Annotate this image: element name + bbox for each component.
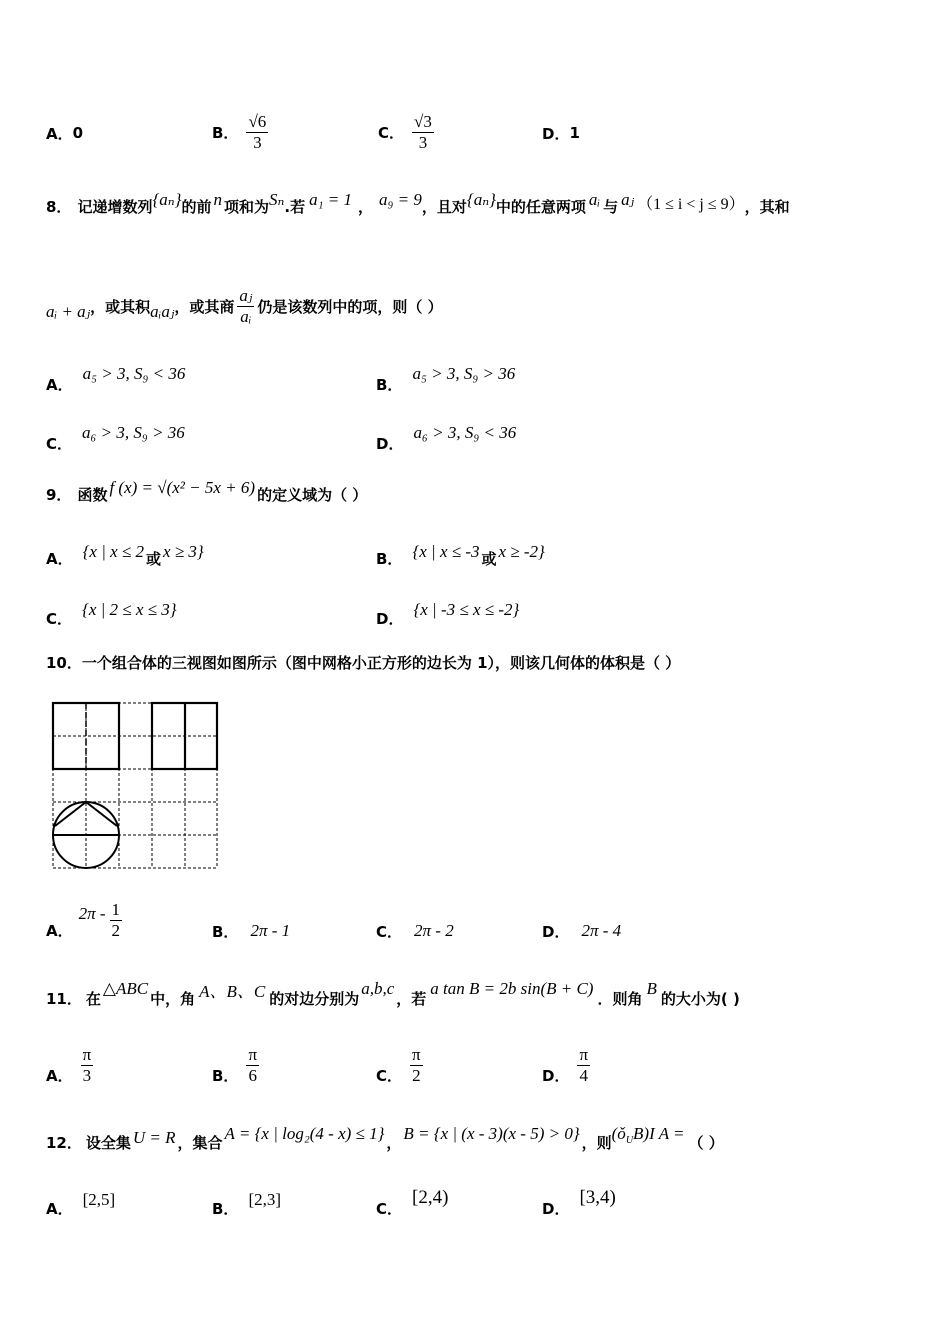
q8-text-3: 项和为 bbox=[223, 197, 269, 216]
q10-option-b bbox=[212, 916, 290, 946]
q9-number: 9． bbox=[46, 485, 72, 504]
q8-option-d bbox=[376, 415, 516, 451]
q10-option-d-value: 2π - 4 bbox=[581, 921, 622, 940]
q7-option-c bbox=[378, 102, 434, 162]
q8-product: aᵢaⱼ bbox=[150, 302, 175, 321]
q12-option-c-value: [2,4) bbox=[412, 1187, 449, 1208]
q8-option-b-value: a₅ > 3, S₉ > 36 bbox=[412, 364, 516, 383]
q10-option-c bbox=[376, 916, 454, 946]
q11-equation: a tan B = 2b sin(B + C) bbox=[430, 979, 594, 998]
q10-option-a-denominator: 2 bbox=[111, 920, 121, 940]
q8-ai: aᵢ bbox=[588, 190, 601, 209]
q12-stem bbox=[46, 1122, 724, 1162]
q9-option-a-label: A． bbox=[46, 549, 73, 568]
q12-comma: ， bbox=[386, 1133, 402, 1152]
q9-option-a bbox=[46, 534, 204, 570]
q8-text-1: 记递增数列 bbox=[77, 197, 153, 216]
q11-option-c bbox=[376, 1040, 423, 1090]
q12-text-2: ，集合 bbox=[177, 1133, 223, 1152]
q12-expression-sub: U bbox=[625, 1134, 634, 1146]
q11-stem bbox=[46, 978, 740, 1018]
q11-text-4: ，若 bbox=[396, 989, 427, 1008]
q8-option-a-value: a₅ > 3, S₉ < 36 bbox=[82, 364, 186, 383]
q11-option-b-numerator: π bbox=[248, 1044, 258, 1064]
q9-option-a-part1: {x | x ≤ 2 bbox=[82, 542, 145, 561]
q11-option-d-numerator: π bbox=[579, 1044, 589, 1064]
q9-option-c bbox=[46, 592, 177, 628]
q8-a1: a₁ = 1 bbox=[309, 190, 352, 209]
q12-text-1: 设全集 bbox=[85, 1133, 131, 1152]
q7-option-c-label: C． bbox=[378, 123, 405, 142]
q9-option-b-part1: {x | x ≤ -3 bbox=[412, 542, 480, 561]
q11-option-b-denominator: 6 bbox=[248, 1065, 257, 1085]
q12-text-3: ，则 bbox=[581, 1133, 612, 1152]
q10-stem bbox=[46, 648, 680, 676]
q11-sides: a,b,c bbox=[361, 979, 395, 998]
three-view-figure bbox=[50, 700, 220, 872]
q11-option-a-fraction bbox=[81, 1045, 94, 1086]
q8-option-a-label: A． bbox=[46, 375, 73, 394]
side-view bbox=[152, 703, 217, 769]
q7-options bbox=[46, 108, 83, 158]
q9-function: f (x) = √(x² − 5x + 6) bbox=[109, 478, 256, 497]
q11-option-d-denominator: 4 bbox=[579, 1065, 588, 1085]
q8-option-d-value: a₆ > 3, S₉ < 36 bbox=[413, 423, 517, 442]
q9-option-c-label: C． bbox=[46, 609, 73, 628]
q8-stem-line1 bbox=[46, 188, 790, 224]
q7-option-b bbox=[212, 102, 268, 162]
figure-grid bbox=[53, 703, 217, 868]
q8-aj: aⱼ bbox=[621, 190, 635, 209]
q12-option-a-value: [2,5] bbox=[82, 1190, 116, 1209]
q11-text-3: 的对边分别为 bbox=[269, 989, 360, 1008]
q12-option-c bbox=[376, 1178, 448, 1218]
q11-option-d-label: D． bbox=[542, 1066, 570, 1085]
q7-option-a-value: 0 bbox=[72, 124, 84, 142]
q11-option-c-label: C． bbox=[376, 1066, 403, 1085]
q10-option-d bbox=[542, 916, 621, 946]
q11-text-2: 中，角 bbox=[150, 989, 196, 1008]
q8-option-c-value: a₆ > 3, S₉ > 36 bbox=[82, 423, 185, 442]
q7-option-a-label: A． bbox=[46, 124, 73, 143]
q11-text-5: ．则角 bbox=[597, 989, 643, 1008]
q11-option-c-denominator: 2 bbox=[412, 1065, 421, 1085]
q10-option-c-label: C． bbox=[376, 922, 403, 941]
q9-option-a-or: 或 bbox=[146, 549, 162, 568]
q12-option-a-label: A． bbox=[46, 1199, 73, 1218]
q9-option-d bbox=[376, 592, 519, 628]
q12-number: 12． bbox=[46, 1133, 82, 1152]
q8-option-a bbox=[46, 356, 185, 392]
q8-option-b-label: B． bbox=[376, 375, 403, 394]
q11-option-c-numerator: π bbox=[412, 1044, 421, 1064]
q11-option-a-numerator: π bbox=[82, 1044, 92, 1064]
q8-text-11: 仍是该数列中的项，则（ ） bbox=[257, 297, 443, 316]
q12-option-b bbox=[212, 1182, 281, 1218]
q10-option-b-value: 2π - 1 bbox=[250, 921, 291, 940]
q11-option-d-fraction bbox=[577, 1045, 590, 1086]
q10-option-b-label: B． bbox=[212, 922, 239, 941]
q12-expression-2: B)I A = bbox=[633, 1124, 685, 1143]
q8-option-b bbox=[376, 356, 515, 392]
q11-option-b-fraction bbox=[246, 1045, 259, 1086]
q8-option-c bbox=[46, 415, 185, 451]
q12-option-c-label: C． bbox=[376, 1199, 403, 1218]
q8-seq2: {aₙ} bbox=[466, 190, 496, 209]
q9-option-d-value: {x | -3 ≤ x ≤ -2} bbox=[413, 600, 520, 619]
q11-option-d bbox=[542, 1040, 590, 1090]
q9-option-c-value: {x | 2 ≤ x ≤ 3} bbox=[82, 600, 177, 619]
q7-option-b-numerator: √6 bbox=[248, 111, 267, 131]
q12-option-d-label: D． bbox=[542, 1199, 570, 1218]
q11-option-b-label: B． bbox=[212, 1066, 239, 1085]
q10-option-a-fraction bbox=[110, 900, 123, 941]
q8-condition: （1 ≤ i < j ≤ 9） bbox=[637, 195, 745, 213]
q9-option-b bbox=[376, 534, 545, 570]
q11-triangle: △ABC bbox=[102, 979, 149, 998]
q10-text: 10．一个组合体的三视图如图所示（图中网格小正方形的边长为 1），则该几何体的体积是（ ） bbox=[46, 653, 681, 672]
q9-text-2: 的定义域为（ ） bbox=[257, 485, 368, 504]
q8-text-6: 中的任意两项 bbox=[495, 197, 586, 216]
q8-option-c-label: C． bbox=[46, 434, 73, 453]
q11-text-6: 的大小为( ) bbox=[660, 989, 740, 1008]
q7-option-b-label: B． bbox=[212, 123, 239, 142]
q12-text-4: （ ） bbox=[688, 1133, 724, 1152]
q12-set-a: A = {x | log₂(4 - x) ≤ 1} bbox=[224, 1124, 385, 1143]
q7-option-b-denominator: 3 bbox=[253, 132, 262, 152]
q8-text-8: ，其和 bbox=[744, 197, 790, 216]
q8-text-10: ，或其商 bbox=[174, 297, 235, 316]
q8-a9: a₉ = 9 bbox=[378, 190, 422, 209]
q12-option-d-value: [3,4) bbox=[579, 1187, 616, 1208]
q12-set-b: B = {x | (x - 3)(x - 5) > 0} bbox=[403, 1124, 580, 1143]
q9-stem bbox=[46, 476, 367, 512]
q11-option-b bbox=[212, 1040, 259, 1090]
q11-option-a-denominator: 3 bbox=[82, 1065, 92, 1085]
q8-text-2: 的前 bbox=[181, 197, 212, 216]
q8-text-9: ，或其积 bbox=[90, 297, 151, 316]
q8-sn: Sₙ bbox=[268, 190, 285, 209]
q7-option-c-fraction bbox=[412, 112, 434, 153]
q9-text-1: 函数 bbox=[77, 485, 108, 504]
q12-option-d bbox=[542, 1178, 616, 1218]
q7-option-d-label: D． bbox=[542, 124, 570, 143]
q11-text-1: 在 bbox=[85, 989, 101, 1008]
q11-option-a-label: A． bbox=[46, 1066, 73, 1085]
q11-option-a bbox=[46, 1040, 93, 1090]
q8-sum: aᵢ + aⱼ bbox=[46, 302, 91, 321]
q9-option-d-label: D． bbox=[376, 609, 404, 628]
q8-text-7: 与 bbox=[603, 197, 619, 216]
q10-option-a-label: A． bbox=[46, 921, 73, 940]
q12-universal-set: U = R bbox=[132, 1128, 176, 1147]
q9-option-b-or: 或 bbox=[481, 549, 497, 568]
q8-text-5: ，且对 bbox=[421, 197, 467, 216]
q11-angles: A、B、C bbox=[199, 981, 266, 1001]
q11-angle-b: B bbox=[646, 979, 657, 998]
q7-option-d bbox=[542, 108, 580, 158]
q7-option-d-value: 1 bbox=[569, 124, 580, 142]
q8-number: 8． bbox=[46, 197, 72, 216]
q12-option-a bbox=[46, 1182, 115, 1218]
q9-option-b-label: B． bbox=[376, 549, 403, 568]
q12-option-b-value: [2,3] bbox=[248, 1190, 282, 1209]
q8-text-4: .若 bbox=[284, 197, 306, 216]
q10-option-a-prefix: 2π - bbox=[78, 904, 106, 923]
q8-option-d-label: D． bbox=[376, 434, 404, 453]
q12-expression: (ǒ bbox=[611, 1124, 626, 1143]
q8-n: n bbox=[213, 190, 222, 209]
q9-option-b-part2: x ≥ -2} bbox=[498, 542, 545, 561]
q7-option-b-fraction bbox=[246, 112, 268, 153]
q9-option-a-part2: x ≥ 3} bbox=[163, 542, 204, 561]
q10-option-d-label: D． bbox=[542, 922, 570, 941]
q8-comma: ， bbox=[357, 197, 373, 216]
q11-option-c-fraction bbox=[410, 1045, 423, 1086]
q8-quotient bbox=[237, 286, 254, 327]
q7-option-c-denominator: 3 bbox=[418, 132, 428, 152]
q8-stem-line2 bbox=[46, 278, 443, 334]
q7-option-c-numerator: √3 bbox=[414, 111, 432, 131]
q8-seq: {aₙ} bbox=[152, 190, 182, 209]
q12-option-b-label: B． bbox=[212, 1199, 239, 1218]
q8-quotient-denominator: aᵢ bbox=[240, 306, 252, 326]
q8-quotient-numerator: aⱼ bbox=[239, 285, 253, 305]
q11-number: 11． bbox=[46, 989, 82, 1008]
q10-option-c-value: 2π - 2 bbox=[414, 921, 454, 940]
q10-option-a bbox=[46, 894, 122, 946]
q10-option-a-numerator: 1 bbox=[111, 899, 121, 919]
